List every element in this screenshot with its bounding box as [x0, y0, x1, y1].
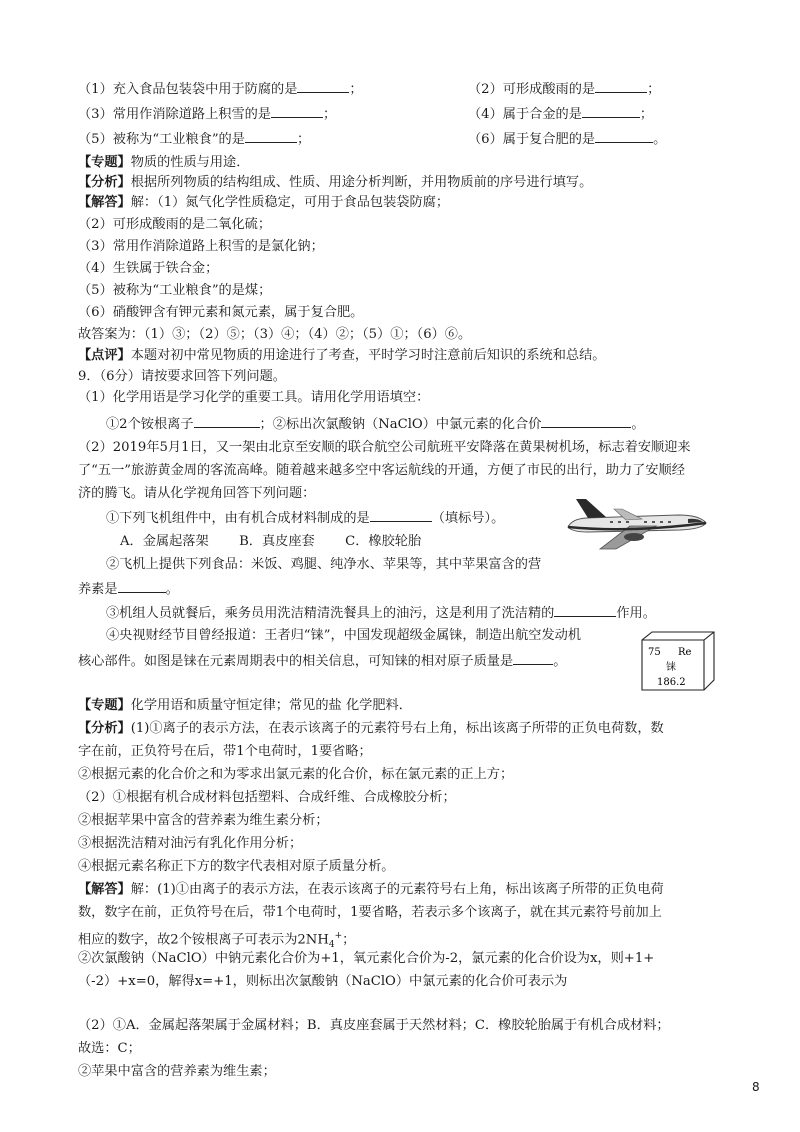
comment-line: 【点评】本题对初中常见物质的用途进行了考查，平时学习时注意前后知识的系统和总结。 [78, 348, 606, 363]
question-9-title: 9．（6分）请按要求回答下列问题。 [78, 369, 286, 384]
analysis-line: ③根据洗洁精对油污有乳化作用分析； [78, 836, 303, 851]
question-9-sub4: ④央视财经节目曾经报道：王者归“铼”，中国发现超级金属铼，制造出航空发动机 [106, 628, 582, 643]
element-rhenium-box [640, 630, 716, 692]
question-9-part1: （1）化学用语是学习化学的重要工具。请用化学用语填空： [78, 390, 430, 405]
answer-line: （5）被称为“工业粮食”的是煤； [78, 283, 272, 298]
option-b[interactable]: B．真皮座套 [239, 534, 315, 549]
question-line-3: （5）被称为“工业粮食”的是 ； （6）属于复合肥的是 。 [78, 128, 310, 150]
answer-line: （6）硝酸钾含有钾元素和氮元素，属于复合肥。 [78, 305, 364, 320]
element-symbol: Re [678, 647, 692, 658]
answer-line: 相应的数字，故2个铵根离子可表示为$2NH_4^+$； [78, 931, 356, 951]
answer-blank[interactable] [118, 578, 166, 593]
analysis-line: 字在前，正负符号在后，带1个电荷时，1要省略； [78, 744, 372, 759]
answer-line: （-2）+x=0，解得x=+1，则标出次氯酸钠（NaClO）中氯元素的化合价可表示为 [78, 974, 568, 989]
answer-line: 【解答】解：(1)①由离子的表示方法，在表示该离子的元素符号右上角，标出该离子所带的正负电荷 [78, 882, 664, 897]
analysis-line: 【分析】根据所列物质的结构组成、性质、用途分析判断，并用物质前的序号进行填写。 [78, 175, 593, 190]
answer-blank[interactable] [595, 78, 647, 93]
final-answer: 故答案为：（1）③；（2）⑤；（3）④；（4）②；（5）①；（6）⑥。 [78, 327, 472, 342]
answer-blank[interactable] [513, 650, 553, 665]
airplane-image [560, 493, 710, 553]
answer-blank[interactable] [595, 128, 653, 143]
question-9-part2: 济的腾飞。请从化学视角回答下列问题： [78, 486, 316, 501]
answer-blank[interactable] [370, 507, 432, 522]
analysis-line: ②根据元素的化合价之和为零求出氯元素的化合价，标在氯元素的正上方； [78, 767, 514, 782]
answer-line: （2）可形成酸雨的是二氧化硫； [78, 217, 272, 232]
question-9-part2: 了“五一”旅游黄金周的客流高峰。随着越来越多空中客运航线的开通，方便了市民的出行，助力了安顺经 [78, 463, 685, 478]
question-line-2: （3）常用作消除道路上积雪的是 ； （4）属于合金的是 ； [78, 103, 336, 125]
answer-line: （2）①A．金属起落架属于金属材料；B．真皮座套属于天然材料；C．橡胶轮胎属于有机合成材料； [78, 1018, 670, 1033]
element-name: 铼 [666, 662, 676, 673]
answer-line: （3）常用作消除道路上积雪的是氯化钠； [78, 239, 324, 254]
topic-line: 【专题】化学用语和质量守恒定律；常见的盐 化学肥料． [78, 698, 412, 713]
answer-blank[interactable] [554, 602, 616, 617]
question-9-sub2-cont: 养素是 。 [78, 578, 179, 600]
page-number: 8 [752, 1080, 760, 1094]
question-9-part1-blanks: ①2个铵根离子 ；②标出次氯酸钠（NaClO）中氯元素的化合价 。 [106, 413, 645, 435]
answer-blank[interactable] [194, 413, 260, 428]
question-9-part2: （2）2019年5月1日，又一架由北京至安顺的联合航空公司航班平安降落在黄果树机场，标志着安顺迎来 [78, 440, 691, 455]
question-line-1: （1）充入食品包装袋中用于防腐的是 ； （2）可形成酸雨的是 ； [78, 78, 363, 100]
question-9-sub1: ①下列飞机组件中，由有机合成材料制成的是 （填标号）。 [106, 507, 504, 529]
answer-line: （4）生铁属于铁合金； [78, 261, 219, 276]
answer-blank[interactable] [297, 78, 349, 93]
topic-line: 【专题】物质的性质与用途． [78, 155, 250, 170]
analysis-line: 【分析】(1)①离子的表示方法，在表示该离子的元素符号右上角，标出该离子所带的正负电荷数，数 [78, 721, 664, 736]
option-a[interactable]: A．金属起落架 [120, 534, 209, 549]
answer-blank[interactable] [582, 103, 640, 118]
analysis-line: ④根据元素名称正下方的数字代表相对原子质量分析。 [78, 859, 395, 874]
analysis-line: ②根据苹果中富含的营养素为维生素分析； [78, 813, 329, 828]
answer-line: 数，数字在前，正负符号在后，带1个电荷时，1要省略，若表示多个该离子，就在其元素符号前加上 [78, 905, 662, 920]
answer-blank[interactable] [541, 413, 631, 428]
answer-line: ②苹果中富含的营养素为维生素； [78, 1064, 276, 1079]
analysis-line: （2）①根据有机合成材料包括塑料、合成纤维、合成橡胶分析； [78, 790, 456, 805]
option-c[interactable]: C．橡胶轮胎 [345, 534, 422, 549]
atomic-number: 75 [648, 647, 661, 658]
answer-line: 故选：C； [78, 1041, 141, 1056]
question-9-options [120, 532, 421, 552]
answer-line: 【解答】解：（1）氮气化学性质稳定，可用于食品包装袋防腐； [78, 195, 450, 210]
question-9-sub4-cont: 核心部件。如图是铼在元素周期表中的相关信息，可知铼的相对原子质量是 。 [78, 650, 566, 672]
answer-blank[interactable] [271, 103, 323, 118]
question-9-sub2: ②飞机上提供下列食品：米饭、鸡腿、纯净水、苹果等，其中苹果富含的营 [106, 557, 542, 572]
atomic-mass: 186.2 [657, 677, 686, 688]
answer-blank[interactable] [245, 128, 297, 143]
answer-line: ②次氯酸钠（NaClO）中钠元素化合价为+1，氧元素化合价为-2，氯元素的化合价设为x，则+1+ [78, 951, 655, 966]
question-9-sub3: ③机组人员就餐后，乘务员用洗洁精清洗餐具上的油污，这是利用了洗洁精的 作用。 [106, 602, 656, 624]
